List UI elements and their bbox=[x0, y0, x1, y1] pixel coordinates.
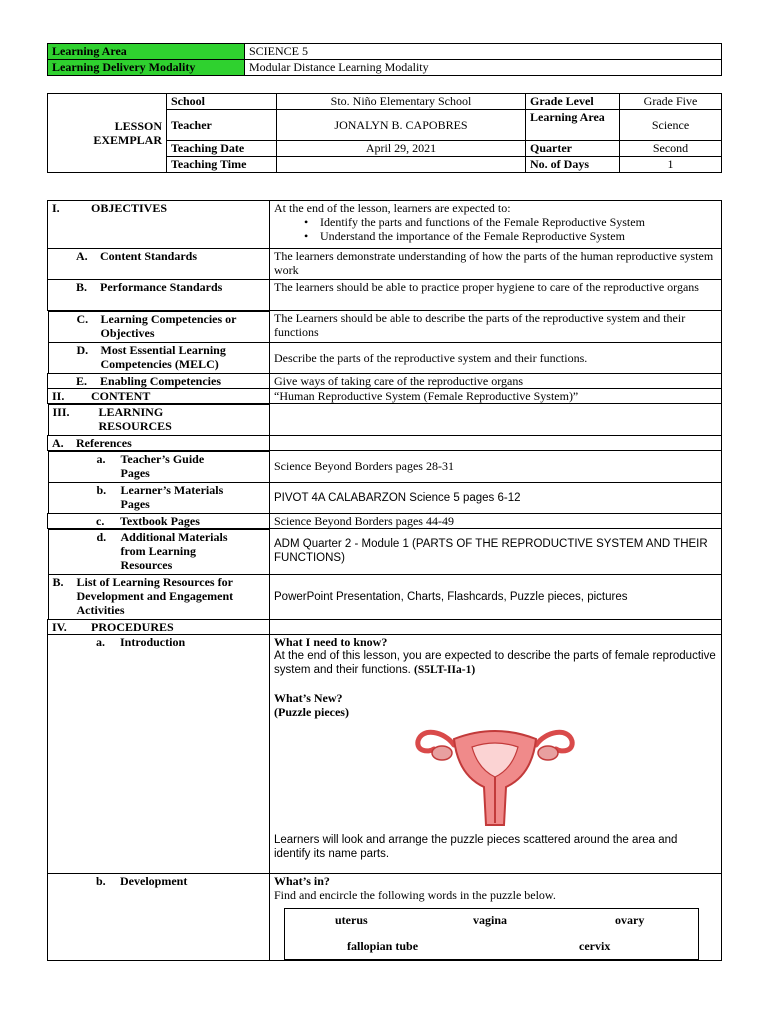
melc-label: Most Essential Learning Competencies (MELC) bbox=[100, 343, 226, 371]
objectives-num: I. bbox=[52, 201, 60, 215]
row-textbook bbox=[48, 514, 722, 529]
row-melc bbox=[48, 342, 722, 374]
word-vagina: vagina bbox=[473, 913, 508, 927]
development-label: Development bbox=[120, 874, 188, 888]
content-standards-label: Content Standards bbox=[100, 249, 198, 263]
row-procedures bbox=[48, 620, 722, 635]
references-num: A. bbox=[52, 436, 64, 450]
learning-area-label: Learning Area bbox=[48, 44, 245, 60]
intro-after-image: Learners will look and arrange the puzzle pieces scattered around the area and identify its name parts. bbox=[274, 834, 678, 860]
textbook-num: c. bbox=[96, 514, 105, 528]
row-competencies bbox=[48, 311, 722, 343]
row-introduction bbox=[48, 635, 722, 874]
lesson-exemplar-title: LESSON EXEMPLAR bbox=[48, 94, 167, 173]
teachers-guide-label: Teacher’s Guide Pages bbox=[120, 452, 205, 480]
row-performance-standards bbox=[48, 280, 722, 311]
teaching-time-label: Teaching Time bbox=[167, 157, 277, 173]
school-label: School bbox=[167, 94, 277, 110]
school-value: Sto. Niño Elementary School bbox=[277, 94, 526, 110]
no-of-days-value: 1 bbox=[620, 157, 722, 173]
intro-text: At the end of this lesson, you are expected to describe the parts of female reproductive system and their functions. bbox=[274, 650, 716, 676]
quarter-label: Quarter bbox=[526, 141, 620, 157]
row-development bbox=[48, 874, 722, 961]
competencies-num: C. bbox=[76, 312, 89, 326]
teaching-date-value: April 29, 2021 bbox=[277, 141, 526, 157]
row-content-standards bbox=[48, 249, 722, 280]
resources-label: LEARNING RESOURCES bbox=[98, 405, 172, 433]
teacher-label: Teacher bbox=[167, 110, 277, 141]
learning-area-2-label: Learning Area bbox=[526, 110, 620, 141]
objectives-bullets bbox=[274, 215, 717, 243]
quarter-value: Second bbox=[620, 141, 722, 157]
learners-materials-num: b. bbox=[96, 483, 107, 497]
additional-label: Additional Materials from Learning Resources bbox=[120, 530, 228, 572]
enabling-num: E. bbox=[76, 374, 88, 388]
teaching-time-value bbox=[277, 157, 526, 173]
development-num: b. bbox=[96, 874, 106, 888]
additional-value: ADM Quarter 2 - Module 1 (PARTS OF THE REPRODUCTIVE SYSTEM AND THEIR FUNCTIONS) bbox=[270, 529, 722, 575]
word-ovary: ovary bbox=[615, 913, 645, 927]
additional-num: d. bbox=[96, 530, 107, 544]
no-of-days-label: No. of Days bbox=[526, 157, 620, 173]
development-heading: What’s in? bbox=[274, 874, 330, 888]
competencies-label: Learning Competencies or Objectives bbox=[100, 312, 237, 340]
learning-area-value: SCIENCE 5 bbox=[245, 44, 722, 60]
introduction-label: Introduction bbox=[120, 635, 186, 649]
resources-num: III. bbox=[52, 405, 70, 419]
procedures-num: IV. bbox=[52, 620, 67, 634]
melc-num: D. bbox=[76, 343, 89, 357]
content-num: II. bbox=[52, 389, 65, 403]
row-list-resources bbox=[48, 574, 722, 620]
whats-new-heading: What’s New? bbox=[274, 691, 343, 705]
header-table bbox=[47, 43, 722, 76]
performance-standards-num: B. bbox=[76, 280, 88, 294]
row-enabling bbox=[48, 374, 722, 389]
enabling-value: Give ways of taking care of the reproductive organs bbox=[270, 374, 722, 389]
performance-standards-value: The learners should be able to practice proper hygiene to care of the reproductive organs bbox=[270, 280, 722, 311]
female-reproductive-system-illustration bbox=[414, 723, 576, 827]
lesson-plan-table bbox=[47, 200, 722, 961]
row-learners-materials bbox=[48, 482, 722, 514]
list-resources-value: PowerPoint Presentation, Charts, Flashcards, Puzzle pieces, pictures bbox=[270, 574, 722, 620]
intro-code: (S5LT-IIa-1) bbox=[414, 664, 476, 676]
content-standards-num: A. bbox=[76, 249, 88, 263]
row-additional bbox=[48, 529, 722, 575]
modality-label: Learning Delivery Modality bbox=[48, 60, 245, 76]
textbook-label: Textbook Pages bbox=[120, 514, 200, 528]
teaching-date-label: Teaching Date bbox=[167, 141, 277, 157]
row-content bbox=[48, 389, 722, 404]
introduction-num: a. bbox=[96, 635, 105, 649]
list-resources-num: B. bbox=[52, 575, 64, 589]
exemplar-table bbox=[47, 93, 722, 173]
row-resources bbox=[48, 404, 722, 436]
row-references bbox=[48, 436, 722, 451]
word-uterus: uterus bbox=[335, 913, 368, 927]
grade-level-value: Grade Five bbox=[620, 94, 722, 110]
competencies-value: The Learners should be able to describe the parts of the reproductive system and their functions bbox=[270, 311, 722, 343]
word-list-box bbox=[284, 908, 699, 960]
teacher-value: JONALYN B. CAPOBRES bbox=[277, 110, 526, 141]
modality-value: Modular Distance Learning Modality bbox=[245, 60, 722, 76]
teachers-guide-num: a. bbox=[96, 452, 106, 466]
objectives-label: OBJECTIVES bbox=[91, 201, 168, 215]
row-teachers-guide bbox=[48, 451, 722, 483]
row-objectives bbox=[48, 201, 722, 249]
whats-new-sub: (Puzzle pieces) bbox=[274, 705, 349, 719]
teachers-guide-value: Science Beyond Borders pages 28-31 bbox=[270, 451, 722, 483]
references-label: References bbox=[76, 436, 132, 450]
procedures-label: PROCEDURES bbox=[91, 620, 174, 634]
content-label: CONTENT bbox=[91, 389, 151, 403]
content-value: “Human Reproductive System (Female Reproductive System)” bbox=[270, 389, 722, 404]
enabling-label: Enabling Competencies bbox=[100, 374, 222, 388]
word-cervix: cervix bbox=[579, 939, 611, 953]
objective-item: • Understand the importance of the Female Reproductive System bbox=[320, 229, 717, 243]
intro-heading: What I need to know? bbox=[274, 635, 388, 649]
grade-level-label: Grade Level bbox=[526, 94, 620, 110]
textbook-value: Science Beyond Borders pages 44-49 bbox=[270, 514, 722, 529]
list-resources-label: List of Learning Resources for Development and Engagement Activities bbox=[76, 575, 234, 617]
learning-area-2-value: Science bbox=[620, 110, 722, 141]
development-instruction: Find and encircle the following words in the puzzle below. bbox=[274, 888, 556, 902]
word-fallopian-tube: fallopian tube bbox=[347, 939, 419, 953]
learners-materials-value: PIVOT 4A CALABARZON Science 5 pages 6-12 bbox=[270, 482, 722, 514]
content-standards-value: The learners demonstrate understanding of how the parts of the human reproductive system work bbox=[270, 249, 722, 280]
learners-materials-label: Learner’s Materials Pages bbox=[120, 483, 224, 511]
performance-standards-label: Performance Standards bbox=[100, 280, 223, 294]
melc-value: Describe the parts of the reproductive system and their functions. bbox=[270, 342, 722, 374]
objective-item: • Identify the parts and functions of the Female Reproductive System bbox=[320, 215, 717, 229]
objectives-intro: At the end of the lesson, learners are expected to: bbox=[274, 201, 511, 215]
